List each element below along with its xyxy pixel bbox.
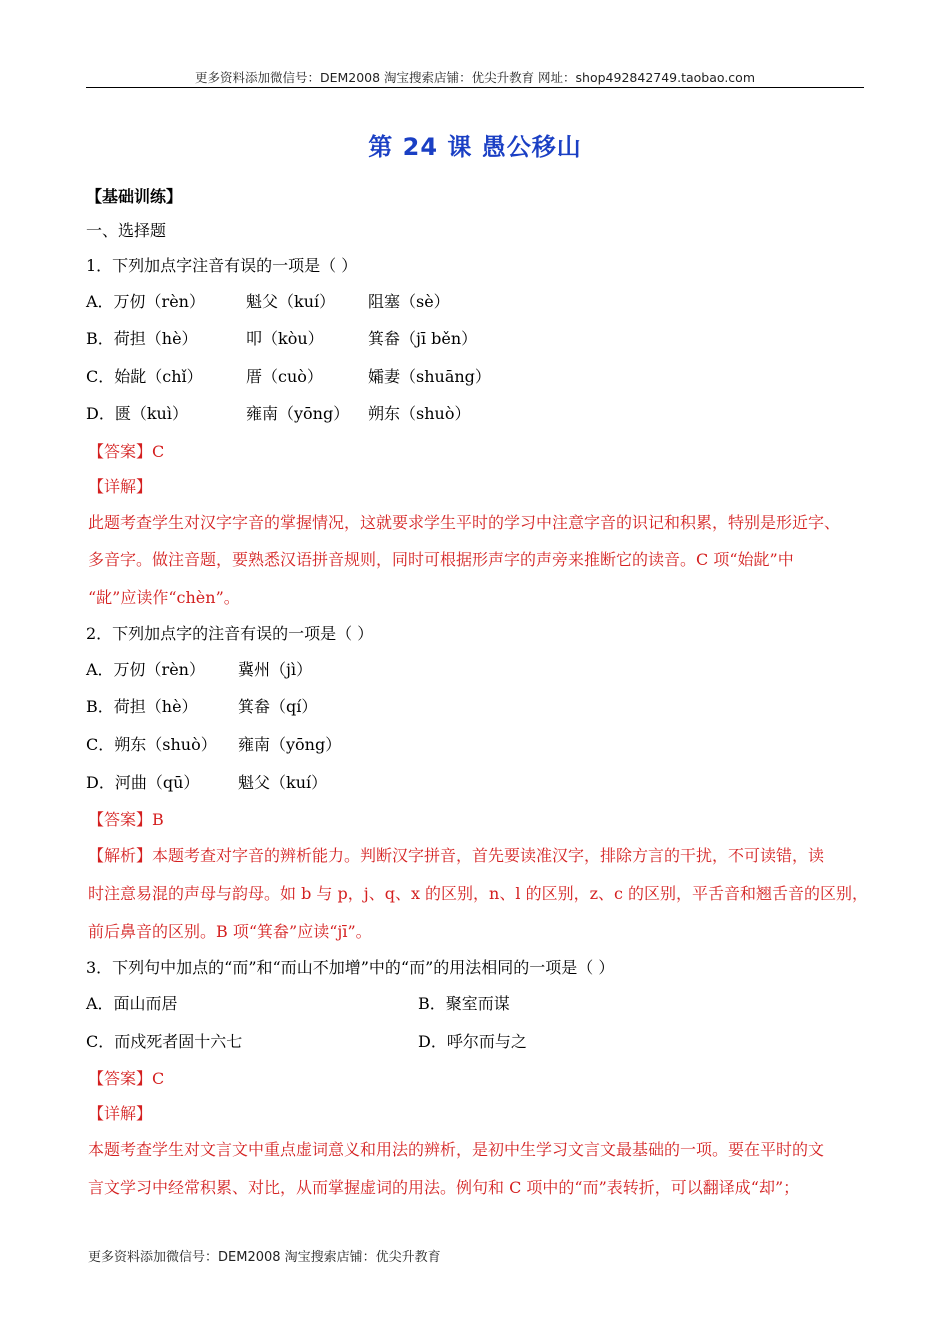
- q2-option-c: C．朔东（shuò） 雍南（yōng）: [86, 735, 342, 754]
- lesson-title: 第 24 课 愚公移山: [368, 133, 582, 161]
- q1-option-c: C．始龀（chǐ） 厝（cuò） 孀妻（shuāng）: [86, 367, 491, 386]
- q2-stem: 2．下列加点字的注音有误的一项是（ ）: [86, 624, 374, 643]
- q3-option-b: B．聚室而谋: [418, 994, 510, 1013]
- q3-option-c: C．而戍死者固十六七: [86, 1032, 243, 1051]
- q3-detail-line: 言文学习中经常积累、对比，从而掌握虚词的用法。例句和 C 项中的“而”表转折，可以翻译成“却”；: [88, 1178, 800, 1197]
- header-divider: [86, 87, 864, 88]
- q1-answer: 【答案】C: [88, 442, 165, 461]
- q1-detail-line: “龀”应读作“chèn”。: [88, 588, 240, 607]
- q2-analysis-line: 前后鼻音的区别。B 项“箕畚”应读“jī”。: [88, 922, 372, 941]
- q1-stem: 1．下列加点字注音有误的一项是（ ）: [86, 256, 358, 275]
- q1-detail-line: 多音字。做注音题，要熟悉汉语拼音规则，同时可根据形声字的声旁来推断它的读音。C 项“始龀”中: [88, 550, 794, 569]
- q1-option-b: B．荷担（hè） 叩（kòu） 箕畚（jī běn）: [86, 329, 478, 348]
- q1-detail-label: 【详解】: [88, 477, 153, 496]
- q1-detail-line: 此题考查学生对汉字字音的掌握情况，这就要求学生平时的学习中注意字音的识记和积累，特别是形近字、: [88, 513, 841, 532]
- q1-option-d: D．匮（kuì） 雍南（yōng） 朔东（shuò）: [86, 404, 471, 423]
- q2-option-b: B．荷担（hè） 箕畚（qí）: [86, 697, 318, 716]
- page-footer: 更多资料添加微信号：DEM2008 淘宝搜索店铺：优尖升教育: [88, 1250, 441, 1265]
- q3-stem: 3．下列句中加点的“而”和“而山不加增”中的“而”的用法相同的一项是（ ）: [86, 958, 615, 977]
- q3-answer: 【答案】C: [88, 1069, 165, 1088]
- q3-detail-label: 【详解】: [88, 1104, 153, 1123]
- q2-analysis-line: 【解析】本题考查对字音的辨析能力。判断汉字拼音，首先要读准汉字，排除方言的干扰，不可读错，读: [88, 846, 825, 865]
- part-heading: 一、选择题: [86, 221, 167, 240]
- q3-option-d: D．呼尔而与之: [418, 1032, 527, 1051]
- q2-option-d: D．河曲（qū） 魁父（kuí）: [86, 773, 328, 792]
- page-header: 更多资料添加微信号：DEM2008 淘宝搜索店铺：优尖升教育 网址：shop492842749.taobao.com: [194, 70, 756, 85]
- q2-option-a: A．万仞（rèn） 冀州（jì）: [86, 660, 313, 679]
- q1-option-a: A．万仞（rèn） 魁父（kuí） 阻塞（sè）: [86, 292, 450, 311]
- q3-option-a: A．面山而居: [86, 994, 178, 1013]
- q3-detail-line: 本题考查学生对文言文中重点虚词意义和用法的辨析，是初中生学习文言文最基础的一项。要在平时的文: [88, 1140, 825, 1159]
- section-heading: 【基础训练】: [86, 187, 183, 206]
- q2-analysis-line: 时注意易混的声母与韵母。如 b 与 p，j、q、x 的区别，n、l 的区别，z、c 的区别，平舌音和翘舌音的区别，: [88, 884, 869, 903]
- q2-answer: 【答案】B: [88, 810, 164, 829]
